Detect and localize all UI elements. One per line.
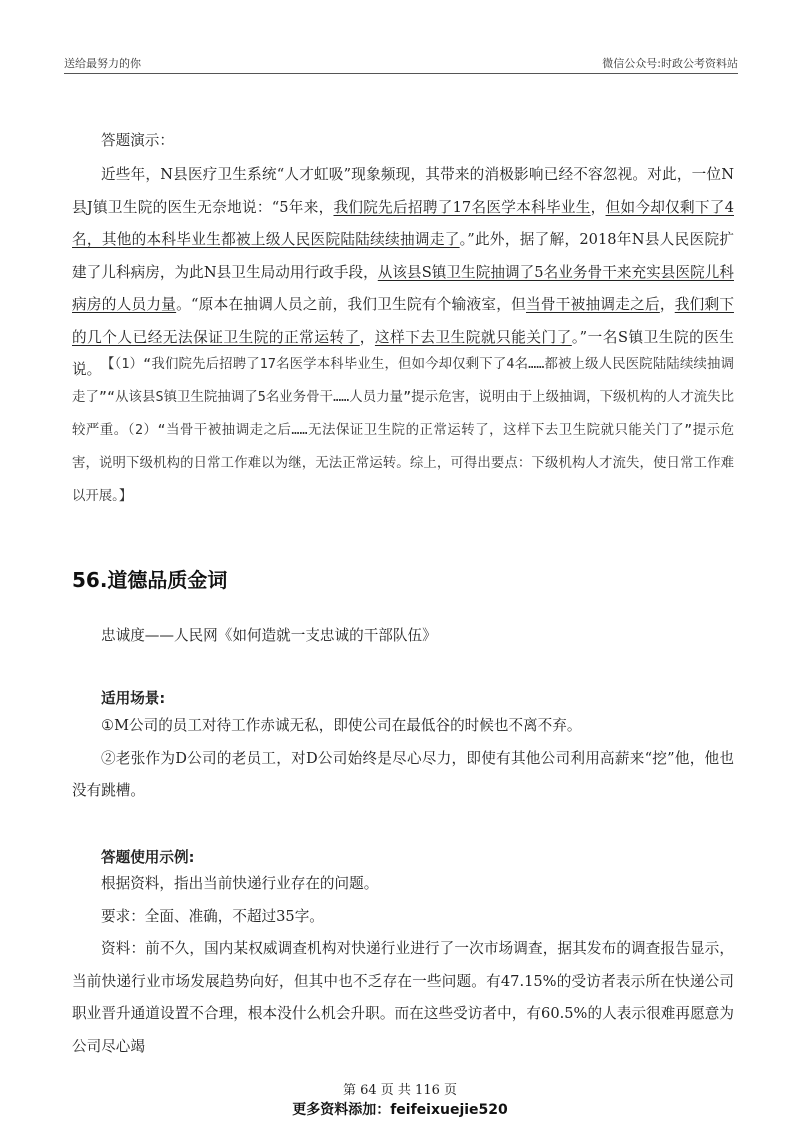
- section-subtitle: 忠诚度——人民网《如何造就一支忠诚的干部队伍》: [101, 627, 437, 644]
- underlined-segment: 从该县S镇卫生院抽调了5名业务骨干来充实县医院儿科病房的人员力量: [72, 263, 734, 313]
- text-segment: ，: [659, 296, 675, 313]
- underlined-segment: 我们院先后招聘了17名医学本科毕业生: [333, 198, 591, 216]
- header-divider: [64, 73, 738, 74]
- analysis-note: 【（1）“我们院先后招聘了17名医学本科毕业生，但如今却仅剩下了4名……都被上级人民医院陆陆续续抽调走了”“从该县S镇卫生院抽调了5名业务骨干……人员力量”提示危害，说明由于上级抽调，下级机构的人才流失比较严重。（2）“当骨干被抽调走之后……无法保证卫生院的正常运转了，这样下去卫生院就只能关门了”提示危害，说明下级机构的日常工作难以为继，无法正常运转。综上，可得出要点：下级机构人才流失，使日常工作难以开展。】: [72, 357, 734, 504]
- text-segment: 。“原本在抽调人员之前，我们卫生院有个输液室，但: [176, 296, 526, 313]
- text-segment: 。”此外，据了解，2018年N县人民医院扩建了儿科病房，为此N县卫生局动用行政手段，: [72, 231, 734, 281]
- example-requirement: 要求：全面、准确，不超过35字。: [101, 907, 324, 925]
- scene-label: 适用场景:: [101, 690, 166, 707]
- text-segment: ，: [590, 198, 606, 216]
- demo-label: 答题演示：: [101, 132, 174, 149]
- section-title: 56.道德品质金词: [72, 568, 228, 592]
- scene-list: [72, 710, 734, 808]
- example-block: [72, 868, 734, 1063]
- example-material: 资料：前不久，国内某权威调查机构对快递行业进行了一次市场调查，据其发布的调查报告显示，当前快递行业市场发展趋势向好，但其中也不乏存在一些问题。有47.15%的受访者表示所在快递公司职业晋升通道设置不合理，根本没什么机会升职。而在这些受访者中，有60.5%的人表示很难再愿意为公司尽心竭: [72, 940, 734, 1055]
- underlined-segment: 我们剩下的几个人已经无法保证卫生院的正常运转了: [72, 296, 734, 346]
- scene-item-1: ①M公司的员工对待工作赤诚无私，即使公司在最低谷的时候也不离不弃。: [101, 717, 582, 734]
- underlined-segment: 当骨干被抽调走之后: [525, 296, 660, 313]
- underlined-segment: 这样下去卫生院就只能关门了: [374, 328, 572, 346]
- scene-item-2: ②老张作为D公司的老员工，对D公司始终是尽心尽力，即使有其他公司利用高薪来“挖”他，他也没有跳槽。: [72, 749, 734, 799]
- text-segment: ，: [359, 328, 375, 346]
- example-question: 根据资料，指出当前快递行业存在的问题。: [101, 875, 379, 892]
- header-right-text: 微信公众号:时政公考资料站: [602, 57, 738, 70]
- underlined-segment: 但如今却仅剩下了4名，其他的本科毕业生都被上级人民医院陆陆续续抽调走了: [72, 198, 734, 248]
- header-left-text: 送给最努力的你: [64, 57, 141, 70]
- page-number: 第 64 页 共 116 页: [342, 1083, 458, 1098]
- example-label: 答题使用示例:: [101, 849, 195, 866]
- text-segment: 近些年，N县医疗卫生系统“人才虹吸”现象频现，其带来的消极影响已经不容忽视。对此，一位N县J镇卫生院的医生无奈地说：“5年来，: [72, 166, 734, 216]
- text-segment: 。”一名S镇卫生院的医生说。: [72, 328, 734, 378]
- footer-contact: 更多资料添加：feifeixuejie520: [292, 1102, 508, 1118]
